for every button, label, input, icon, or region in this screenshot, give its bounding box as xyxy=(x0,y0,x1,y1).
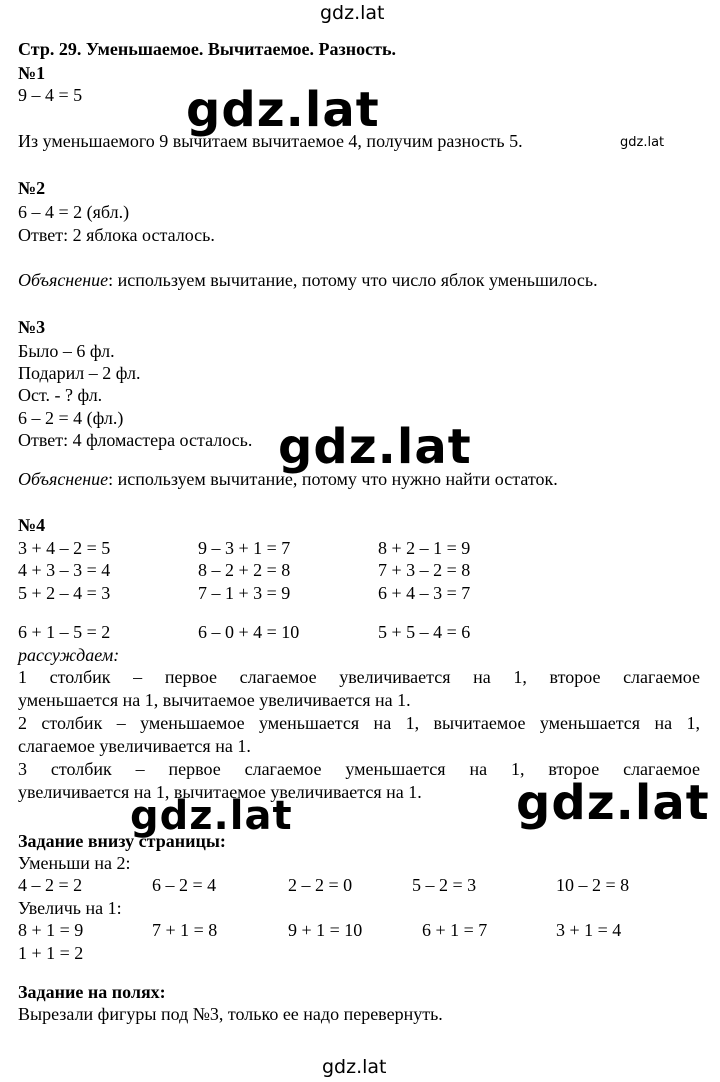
equation: 9 + 1 = 10 xyxy=(288,920,363,940)
watermark-bottom: gdz.lat xyxy=(322,1056,387,1078)
extra-equation: 1 + 1 = 2 xyxy=(18,943,84,963)
task4-row xyxy=(18,559,698,581)
watermark-large-3: gdz.lat xyxy=(516,775,710,831)
task1-text: Из уменьшаемого 9 вычитаем вычитаемое 4, получим разность 5. xyxy=(18,131,523,151)
watermark-large-4: gdz.lat xyxy=(130,793,293,839)
equation: 10 – 2 = 8 xyxy=(556,875,630,895)
task3-line: 6 – 2 = 4 (фл.) xyxy=(18,408,124,428)
task3-answer: Ответ: 4 фломастера осталось. xyxy=(18,430,253,450)
explanation-label: Объяснение xyxy=(18,469,109,489)
equation: 3 + 4 – 2 = 5 xyxy=(18,538,111,558)
task2-explanation xyxy=(18,269,598,291)
task3-line: Ост. - ? фл. xyxy=(18,385,103,405)
equation: 5 – 2 = 3 xyxy=(412,875,477,895)
margin-task-heading: Задание на полях: xyxy=(18,982,166,1002)
reasoning-line: 1 столбик – первое слагаемое увеличивается на 1, второе слагаемое xyxy=(18,667,700,687)
reasoning-line: уменьшается на 1, вычитаемое увеличивается на 1. xyxy=(18,690,411,710)
task2-heading: №2 xyxy=(18,178,46,198)
reasoning-line: слагаемое увеличивается на 1. xyxy=(18,736,251,756)
task4-row xyxy=(18,621,698,643)
task2-equation: 6 – 4 = 2 (ябл.) xyxy=(18,202,130,222)
explanation-text: : используем вычитание, потому что нужно найти остаток. xyxy=(108,469,558,489)
task3-line: Было – 6 фл. xyxy=(18,341,115,361)
increase-label: Увеличь на 1: xyxy=(18,898,122,918)
equation: 5 + 5 – 4 = 6 xyxy=(378,622,471,642)
task3-line: Подарил – 2 фл. xyxy=(18,363,141,383)
decrease-row xyxy=(18,874,698,896)
equation: 2 – 2 = 0 xyxy=(288,875,353,895)
watermark-large-1: gdz.lat xyxy=(186,82,380,138)
equation: 7 + 1 = 8 xyxy=(152,920,218,940)
task4-heading: №4 xyxy=(18,515,46,535)
task2-answer: Ответ: 2 яблока осталось. xyxy=(18,225,215,245)
watermark-large-2: gdz.lat xyxy=(278,419,472,475)
equation: 5 + 2 – 4 = 3 xyxy=(18,583,111,603)
equation: 6 – 0 + 4 = 10 xyxy=(198,622,300,642)
equation: 8 + 1 = 9 xyxy=(18,920,84,940)
equation: 9 – 3 + 1 = 7 xyxy=(198,538,291,558)
explanation-text: : используем вычитание, потому что число яблок уменьшилось. xyxy=(108,270,598,290)
task3-explanation xyxy=(18,468,558,490)
margin-task-text: Вырезали фигуры под №3, только ее надо перевернуть. xyxy=(18,1004,443,1024)
equation: 3 + 1 = 4 xyxy=(556,920,622,940)
reasoning-line: 2 столбик – уменьшаемое уменьшается на 1, вычитаемое уменьшается на 1, xyxy=(18,713,700,733)
watermark-small-right: gdz.lat xyxy=(620,135,665,150)
equation: 8 + 2 – 1 = 9 xyxy=(378,538,471,558)
equation: 6 – 2 = 4 xyxy=(152,875,217,895)
equation: 6 + 1 = 7 xyxy=(422,920,488,940)
task3-heading: №3 xyxy=(18,317,46,337)
decrease-label: Уменьши на 2: xyxy=(18,853,131,873)
equation: 4 – 2 = 2 xyxy=(18,875,83,895)
bottom-task-heading: Задание внизу страницы: xyxy=(18,831,226,851)
explanation-label: Объяснение xyxy=(18,270,109,290)
task1-heading: №1 xyxy=(18,63,46,83)
equation: 4 + 3 – 3 = 4 xyxy=(18,560,111,580)
equation: 6 + 4 – 3 = 7 xyxy=(378,583,471,603)
equation: 6 + 1 – 5 = 2 xyxy=(18,622,111,642)
task4-row xyxy=(18,582,698,604)
reasoning-line: увеличивается на 1, вычитаемое увеличивается на 1. xyxy=(18,782,422,802)
reasoning-label: рассуждаем: xyxy=(18,645,120,665)
task1-equation: 9 – 4 = 5 xyxy=(18,85,83,105)
equation: 7 + 3 – 2 = 8 xyxy=(378,560,471,580)
reasoning-line: 3 столбик – первое слагаемое уменьшается на 1, второе слагаемое xyxy=(18,759,700,779)
task4-row xyxy=(18,537,698,559)
watermark-top: gdz.lat xyxy=(320,2,385,24)
page-title: Стр. 29. Уменьшаемое. Вычитаемое. Разность. xyxy=(18,39,396,59)
equation: 7 – 1 + 3 = 9 xyxy=(198,583,291,603)
increase-row xyxy=(18,919,698,941)
equation: 8 – 2 + 2 = 8 xyxy=(198,560,291,580)
